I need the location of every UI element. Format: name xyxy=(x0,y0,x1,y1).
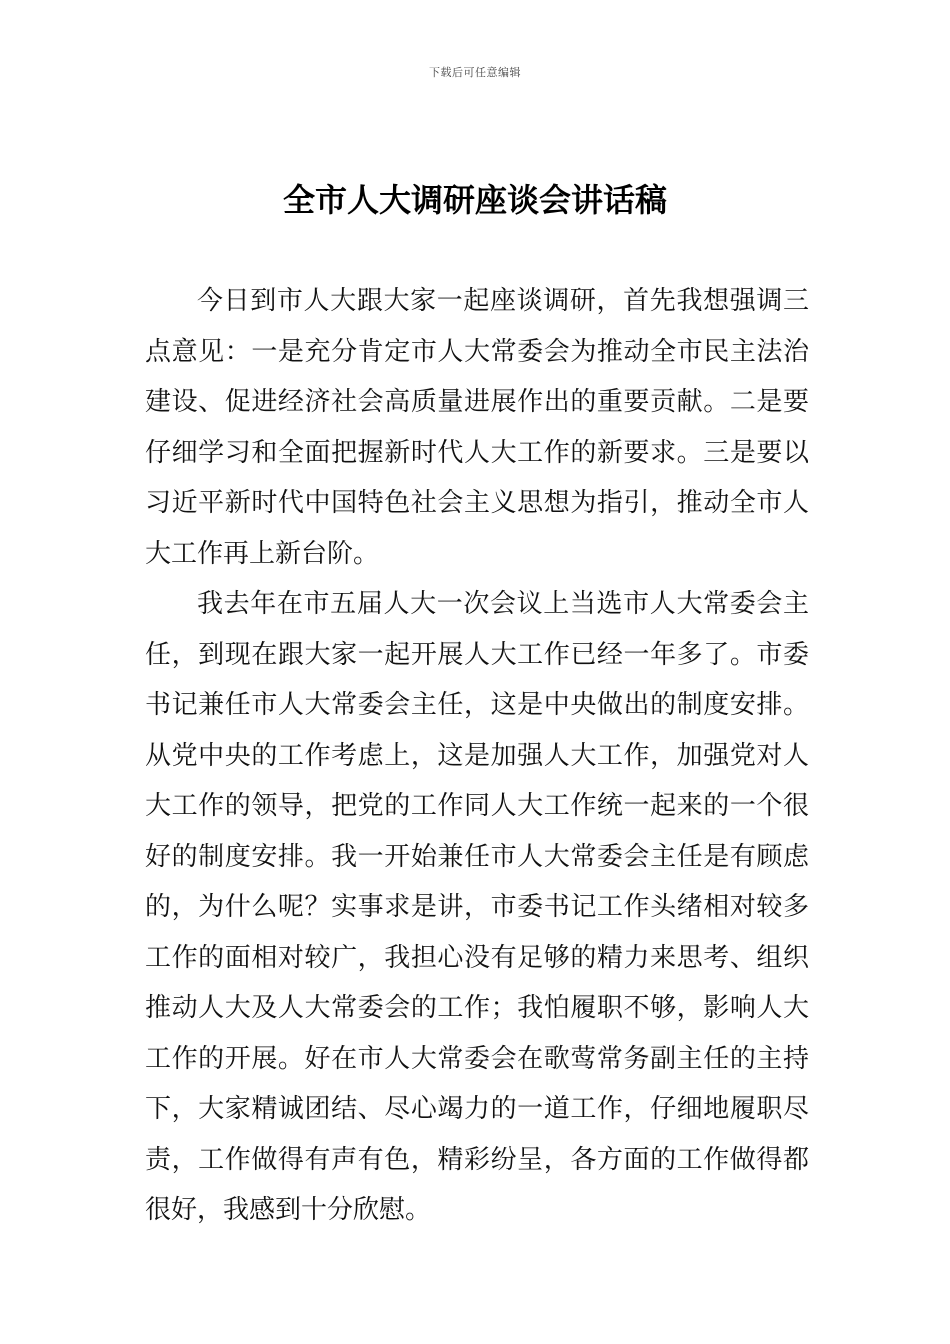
body-paragraph-2: 我去年在市五届人大一次会议上当选市人大常委会主任，到现在跟大家一起开展人大工作已经一年多了。市委书记兼任市人大常委会主任，这是中央做出的制度安排。从党中央的工作考虑上，这是加强人大工作，加强党对人大工作的领导，把党的工作同人大工作统一起来的一个很好的制度安排。我一开始兼任市人大常委会主任是有顾虑的，为什么呢？实事求是讲，市委书记工作头绪相对较多工作的面相对较广，我担心没有足够的精力来思考、组织推动人大及人大常委会的工作；我怕履职不够，影响人大工作的开展。好在市人大常委会在歌莺常务副主任的主持下，大家精诚团结、尽心竭力的一道工作，仔细地履职尽责，工作做得有声有色，精彩纷呈，各方面的工作做得都很好，我感到十分欣慰。 xyxy=(145,589,809,1225)
header-note: 下载后可任意编辑 xyxy=(429,66,521,79)
document-body xyxy=(145,276,809,1236)
document-title: 全市人大调研座谈会讲话稿 xyxy=(282,181,667,219)
body-paragraph-1: 今日到市人大跟大家一起座谈调研，首先我想强调三点意见：一是充分肯定市人大常委会为推动全市民主法治建设、促进经济社会高质量进展作出的重要贡献。二是要仔细学习和全面把握新时代人大工作的新要求。三是要以习近平新时代中国特色社会主义思想为指引，推动全市人大工作再上新台阶。 xyxy=(145,286,809,569)
